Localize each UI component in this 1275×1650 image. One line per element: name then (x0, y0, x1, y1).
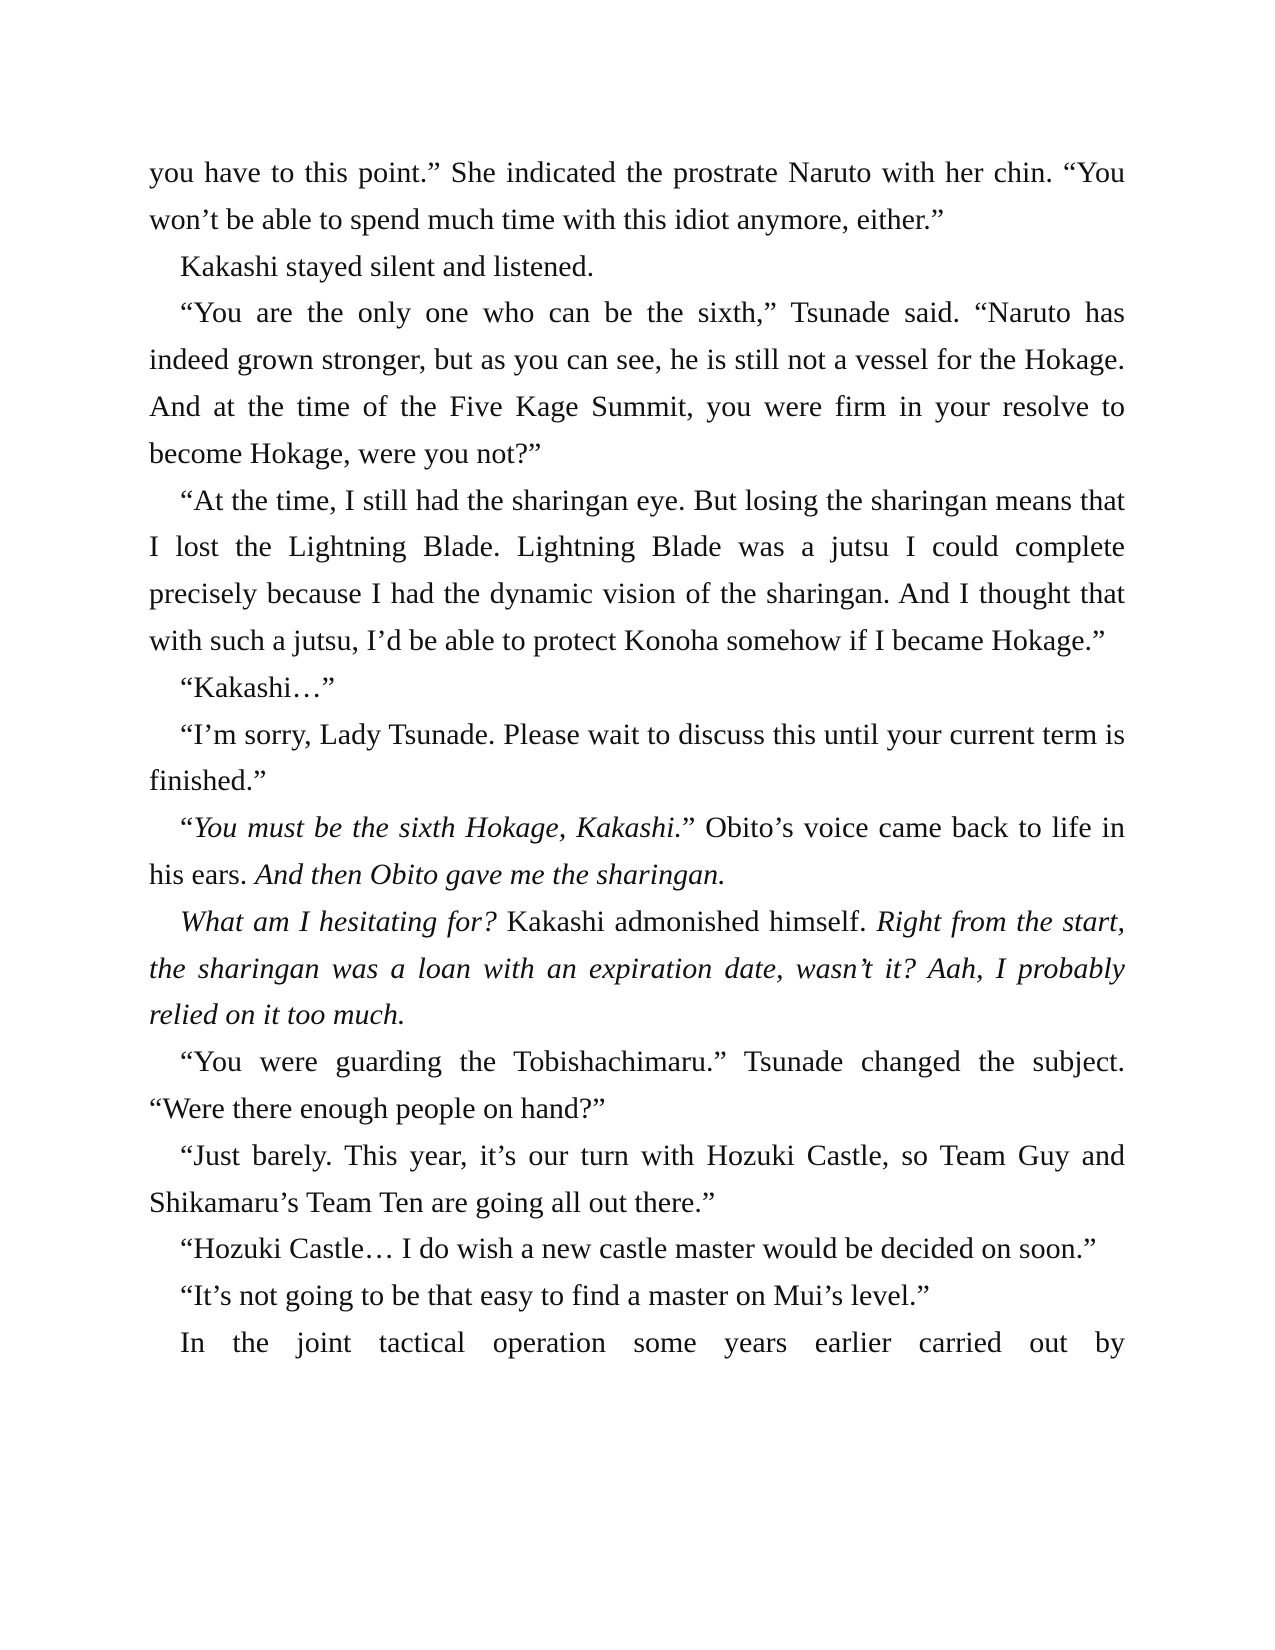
text-run: In the joint tactical operation some years earlier carried out by (180, 1325, 1125, 1359)
paragraph (149, 899, 1125, 1039)
text-run: “Kakashi…” (180, 670, 335, 704)
paragraph (149, 1133, 1125, 1227)
text-run: “You are the only one who can be the sixth,” Tsunade said. “Naruto has indeed grown stronger, but as you can see, he is still not a vessel for the Hokage. And at the time of the Five Kage Summit, you were firm in your resolve to become Hokage, were you not?” (149, 296, 1125, 470)
text-run: “You were guarding the Tobishachimaru.” Tsunade changed the subject. “Were there enough people on hand?” (149, 1045, 1125, 1125)
text-run: “ (180, 811, 194, 845)
paragraph (149, 1273, 1125, 1320)
text-run: “It’s not going to be that easy to find a master on Mui’s level.” (180, 1279, 930, 1313)
paragraph (149, 1320, 1125, 1367)
text-run: “Hozuki Castle… I do wish a new castle master would be decided on soon.” (180, 1232, 1097, 1266)
text-run: “Just barely. This year, it’s our turn with Hozuki Castle, so Team Guy and Shikamaru’s Team Ten are going all out there.” (149, 1138, 1125, 1219)
paragraph (149, 244, 1125, 291)
text-run: ” Obito’s voice came back to life in his ears. (149, 811, 1125, 891)
paragraph (149, 712, 1125, 806)
italic-text: And then Obito gave me the sharingan. (254, 857, 726, 891)
text-run: you have to this point.” She indicated the prostrate Naruto with her chin. “You won’t be able to spend much time with this idiot anymore, either.” (149, 156, 1125, 236)
paragraph (149, 150, 1125, 244)
paragraph (149, 478, 1125, 665)
text-run: Kakashi admonished himself. (496, 904, 877, 938)
paragraph (149, 290, 1125, 477)
paragraph (149, 665, 1125, 712)
italic-text: Right from the start, the sharingan was a loan with an expiration date, wasn’t it? Aah, I probably relied on it too much. (149, 904, 1125, 1032)
text-run: “At the time, I still had the sharingan eye. But losing the sharingan means that I lost the Lightning Blade. Lightning Blade was a jutsu I could complete precisely because I had the dynamic vision of the sharingan. And I thought that with such a jutsu, I’d be able to protect Konoha somehow if I became Hokage.” (149, 483, 1125, 657)
paragraph (149, 1226, 1125, 1273)
paragraph (149, 805, 1125, 899)
text-run: “I’m sorry, Lady Tsunade. Please wait to discuss this until your current term is finished.” (149, 717, 1125, 798)
italic-text: What am I hesitating for? (180, 904, 497, 938)
italic-text: You must be the sixth Hokage, Kakashi. (193, 811, 683, 845)
book-page-body (149, 150, 1125, 1367)
paragraph (149, 1039, 1125, 1133)
text-run: Kakashi stayed silent and listened. (180, 249, 595, 283)
